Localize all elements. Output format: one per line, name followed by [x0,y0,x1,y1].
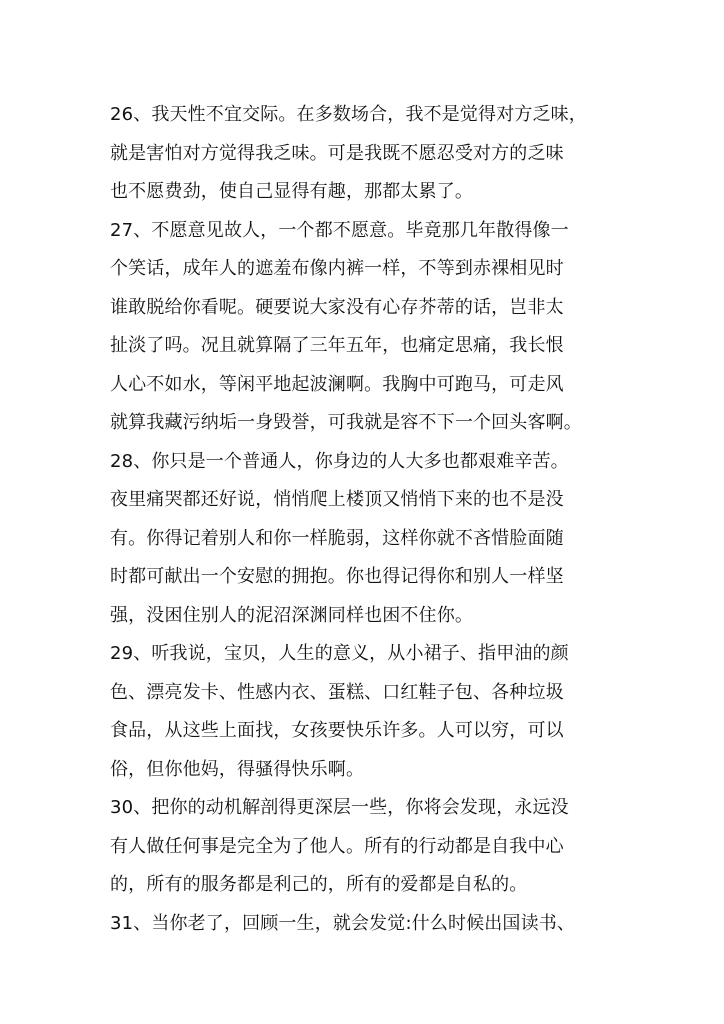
text-line: 扯淡了吗。况且就算隔了三年五年，也痛定思痛，我长恨 [110,335,564,356]
text-line: 31、当你老了，回顾一生，就会发觉:什么时候出国读书、 [110,912,576,934]
text-line: 29、听我说，宝贝，人生的意义，从小裙子、指甲油的颜 [110,643,569,664]
text-line: 就是害怕对方觉得我乏味。可是我既不愿忍受对方的乏味 [110,142,564,164]
text-line: 谁敢脱给你看呢。硬要说大家没有心存芥蒂的话，岂非太 [110,296,564,318]
text-line: 的，所有的服务都是利己的，所有的爱都是自私的。 [110,874,528,895]
text-line: 30、把你的动机解剖得更深层一些，你将会发现，永远没 [110,797,569,818]
text-line: 28、你只是一个普通人，你身边的人大多也都艰难辛苦。 [110,450,569,472]
text-line: 26、我天性不宜交际。在多数场合，我不是觉得对方乏味， [110,104,587,125]
text-line: 有。你得记着别人和你一样脆弱，这样你就不吝惜脸面随 [110,527,564,549]
text-line: 有人做任何事是完全为了他人。所有的行动都是自我中心 [110,835,564,857]
text-line: 食品，从这些上面找，女孩要快乐许多。人可以穷，可以 [110,720,564,741]
document-page [110,96,630,943]
text-line: 27、不愿意见故人，一个都不愿意。毕竟那几年散得像一 [110,219,569,241]
text-line: 人心不如水，等闲平地起波澜啊。我胸中可跑马，可走风 [110,373,564,395]
text-line: 个笑话，成年人的遮羞布像内裤一样，不等到赤裸相见时 [110,258,564,279]
text-line: 俗，但你他妈，得骚得快乐啊。 [110,758,365,780]
text-line: 夜里痛哭都还好说，悄悄爬上楼顶又悄悄下来的也不是没 [110,489,564,510]
text-line: 强，没困住别人的泥沼深渊同样也困不住你。 [110,604,473,626]
text-line: 色、漂亮发卡、性感内衣、蛋糕、口红鞋子包、各种垃圾 [110,681,564,703]
text-line: 时都可献出一个安慰的拥抱。你也得记得你和别人一样坚 [110,566,564,587]
text-line: 就算我藏污纳垢一身毁誉，可我就是容不下一个回头客啊。 [110,412,582,433]
text-line: 也不愿费劲，使自己显得有趣，那都太累了。 [110,181,473,202]
